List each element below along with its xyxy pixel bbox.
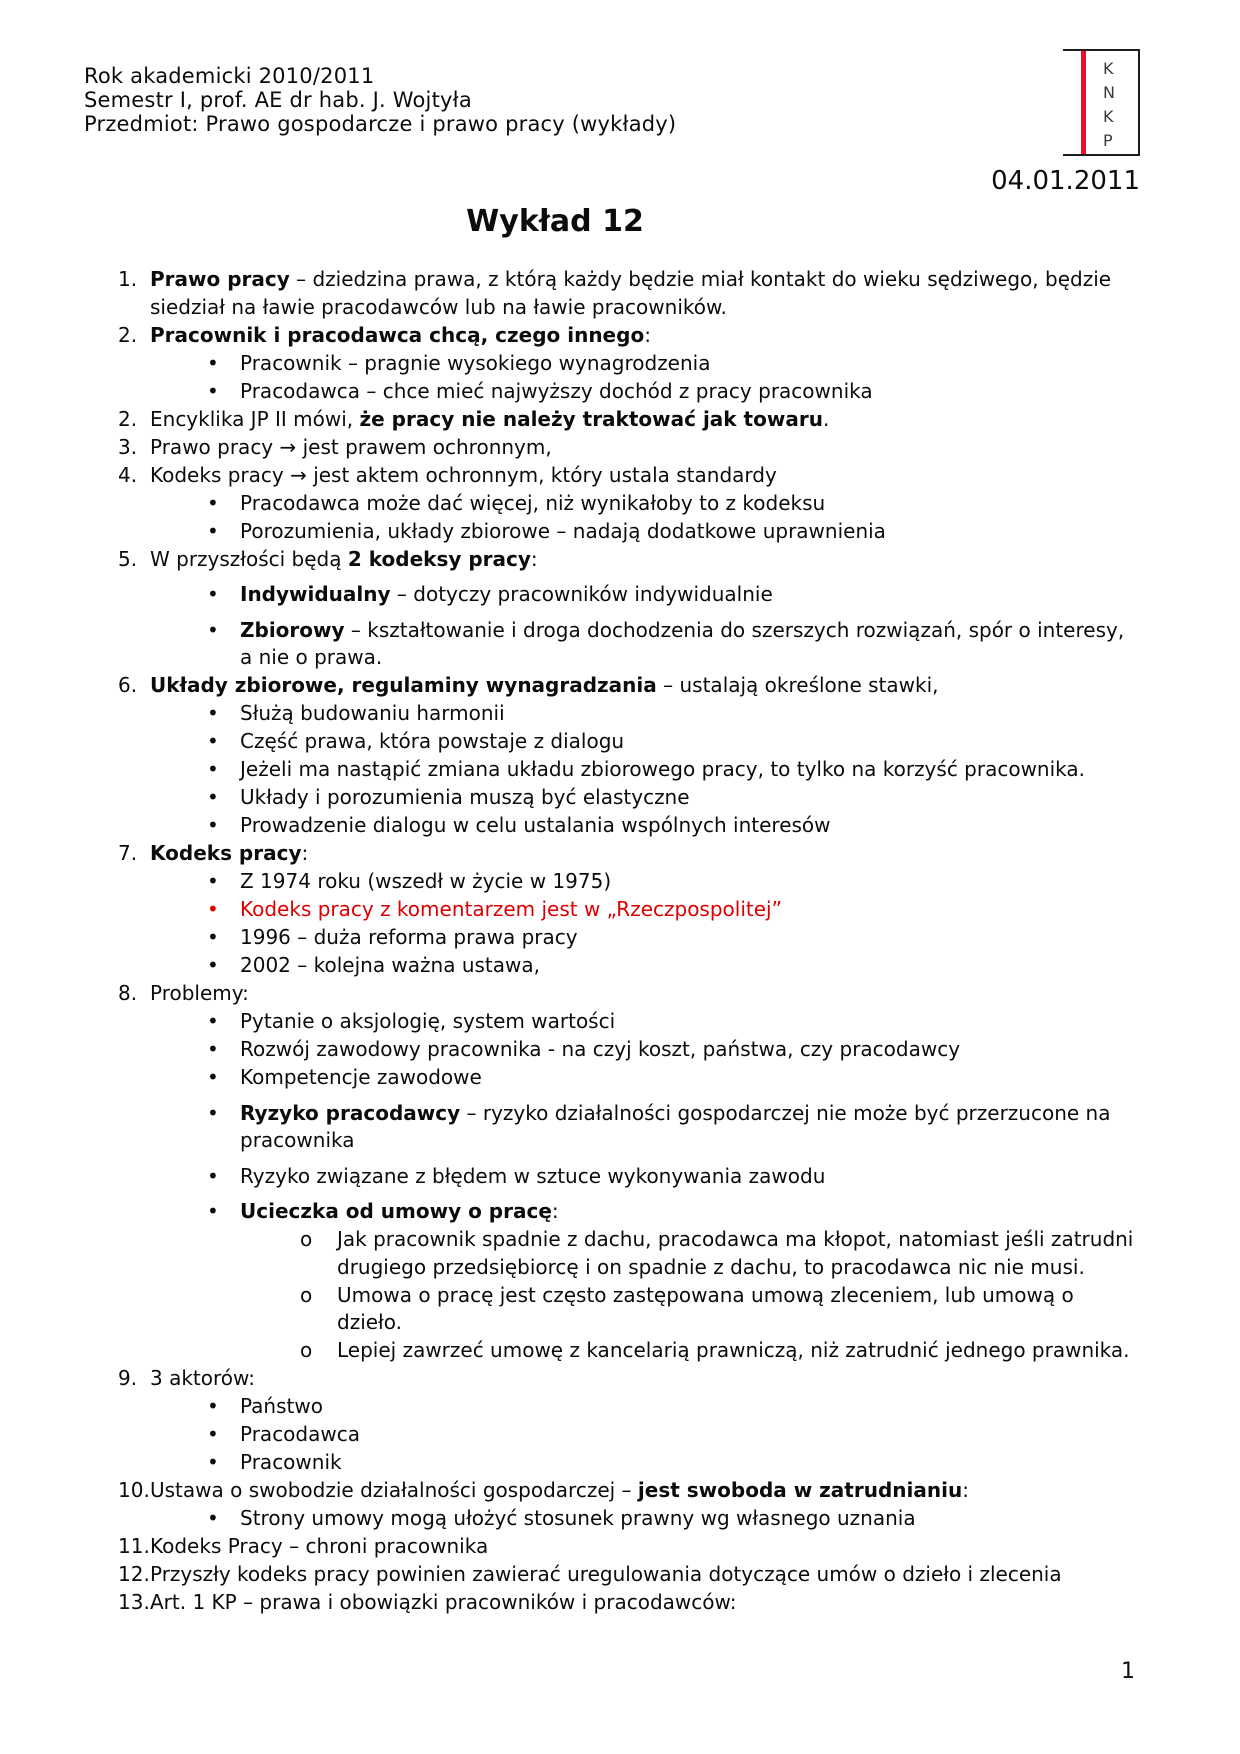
header-academic-year: Rok akademicki 2010/2011 bbox=[84, 64, 375, 88]
text-segment: Kodeks Pracy – chroni pracownika bbox=[150, 1534, 489, 1558]
text-segment: – ustalają określone stawki, bbox=[656, 673, 939, 697]
text-segment: Przyszły kodeks pracy powinien zawierać uregulowania dotyczące umów o dzieło i zlecenia bbox=[150, 1562, 1062, 1586]
text-segment: 3 aktorów: bbox=[150, 1366, 256, 1390]
bullet-text bbox=[240, 350, 1140, 378]
list-item-number: 13. bbox=[118, 1590, 150, 1614]
text-segment: Układy i porozumienia muszą być elastyczne bbox=[240, 785, 690, 809]
list-item-text bbox=[150, 434, 1140, 462]
list-item-text bbox=[150, 1561, 1140, 1589]
bullet-item bbox=[84, 581, 1140, 609]
bullet-item bbox=[84, 1100, 1140, 1155]
bullet-item bbox=[84, 924, 1140, 952]
bullet-item bbox=[84, 350, 1140, 378]
bullet-item bbox=[84, 378, 1140, 406]
bullet-text bbox=[240, 518, 1140, 546]
bullet-icon: • bbox=[207, 785, 219, 809]
document-header bbox=[84, 59, 1140, 150]
bullet-text bbox=[240, 490, 1140, 518]
list-item-text bbox=[150, 266, 1140, 321]
list-item-text bbox=[150, 672, 1140, 700]
text-segment: Problemy: bbox=[150, 981, 249, 1005]
bullet-icon: • bbox=[207, 1100, 219, 1125]
text-segment: . bbox=[822, 406, 830, 431]
text-segment: Kodeks pracy bbox=[150, 841, 302, 865]
text-segment: Art. 1 KP – prawa i obowiązki pracowników i pracodawców: bbox=[150, 1590, 737, 1614]
text-segment: : bbox=[644, 322, 651, 347]
sub-bullet-text bbox=[337, 1337, 1140, 1365]
sub-bullet-item bbox=[84, 1337, 1140, 1365]
bullet-icon: • bbox=[207, 757, 219, 781]
text-segment: Pracownik i pracodawca chcą, czego innego bbox=[150, 322, 645, 347]
bullet-text bbox=[240, 1064, 1140, 1092]
text-segment: 1996 – duża reforma prawa pracy bbox=[240, 925, 578, 949]
bullet-icon: • bbox=[207, 350, 219, 375]
bullet-item bbox=[84, 1036, 1140, 1064]
text-segment: Ryzyko pracodawcy bbox=[240, 1100, 461, 1125]
logo-letter: K bbox=[1103, 107, 1114, 126]
sub-bullet-item bbox=[84, 1282, 1140, 1337]
bullet-text bbox=[240, 700, 1140, 728]
bullet-text bbox=[240, 581, 1140, 609]
list-item bbox=[84, 980, 1140, 1008]
list-item bbox=[84, 840, 1140, 868]
text-segment: Prawo pracy → jest prawem ochronnym, bbox=[150, 434, 552, 459]
header-text-block bbox=[84, 64, 1140, 136]
text-segment: Pracodawca może dać więcej, niż wynikałoby to z kodeksu bbox=[240, 490, 826, 515]
bullet-item bbox=[84, 756, 1140, 784]
list-item-text bbox=[150, 1477, 1140, 1505]
text-segment: Ucieczka od umowy o pracę bbox=[240, 1199, 552, 1223]
list-item-number: 12. bbox=[118, 1562, 150, 1586]
bullet-text bbox=[240, 896, 1140, 924]
text-segment: Kodeks pracy → jest aktem ochronnym, który ustala standardy bbox=[150, 462, 777, 487]
list-item bbox=[84, 672, 1140, 700]
text-segment: 2 kodeksy pracy bbox=[347, 546, 531, 571]
bullet-icon: • bbox=[207, 925, 219, 949]
text-segment: Zbiorowy bbox=[240, 617, 345, 642]
list-item-text bbox=[150, 980, 1140, 1008]
text-segment: jest swoboda w zatrudnianiu bbox=[637, 1478, 963, 1502]
document-date: 04.01.2011 bbox=[991, 166, 1140, 196]
text-segment: Ustawa o swobodzie działalności gospodarczej – bbox=[150, 1478, 638, 1502]
bullet-icon: • bbox=[207, 1394, 219, 1418]
text-segment: – dotyczy pracowników indywidualnie bbox=[390, 582, 773, 606]
bullet-item bbox=[84, 1393, 1140, 1421]
lecture-notes-list bbox=[84, 266, 1140, 1617]
text-segment: Pracownik – pragnie wysokiego wynagrodzenia bbox=[240, 350, 711, 375]
bullet-text bbox=[240, 924, 1140, 952]
text-segment: W przyszłości będą bbox=[150, 546, 348, 571]
list-item-number: 6. bbox=[118, 673, 138, 697]
header-semester-professor: Semestr I, prof. AE dr hab. J. Wojtyła bbox=[84, 88, 472, 112]
bullet-item bbox=[84, 868, 1140, 896]
text-segment: Służą budowaniu harmonii bbox=[240, 701, 505, 725]
text-segment: Prawo pracy bbox=[150, 267, 290, 291]
list-item-number: 4. bbox=[118, 462, 138, 487]
list-item-text bbox=[150, 1533, 1140, 1561]
text-segment: Umowa o pracę jest często zastępowana umową zleceniem, lub umową o dzieło. bbox=[337, 1282, 1074, 1334]
bullet-text bbox=[240, 812, 1140, 840]
text-segment: Indywidualny bbox=[240, 582, 391, 606]
bullet-icon: • bbox=[207, 813, 219, 837]
list-item-number: 11. bbox=[118, 1534, 150, 1558]
circle-bullet-icon: o bbox=[300, 1338, 313, 1362]
list-item bbox=[84, 546, 1140, 574]
list-item bbox=[84, 266, 1140, 321]
text-segment: Kompetencje zawodowe bbox=[240, 1065, 482, 1089]
bullet-item bbox=[84, 490, 1140, 518]
list-item-number: 9. bbox=[118, 1366, 138, 1390]
bullet-text bbox=[240, 1393, 1140, 1421]
text-segment: Lepiej zawrzeć umowę z kancelarią prawniczą, niż zatrudnić jednego prawnika. bbox=[337, 1338, 1130, 1362]
list-item-text bbox=[150, 1365, 1140, 1393]
bullet-icon: • bbox=[207, 1422, 219, 1446]
bullet-item bbox=[84, 784, 1140, 812]
bullet-item bbox=[84, 700, 1140, 728]
bullet-text bbox=[240, 728, 1140, 756]
text-segment: Pracodawca bbox=[240, 1422, 360, 1446]
logo-letter: K bbox=[1103, 59, 1114, 78]
list-item-number: 2. bbox=[118, 322, 138, 347]
bullet-text bbox=[240, 1100, 1140, 1155]
text-segment: Ryzyko związane z błędem w sztuce wykonywania zawodu bbox=[240, 1163, 826, 1188]
logo-letters bbox=[1063, 51, 1138, 153]
text-segment: Z 1974 roku (wszedł w życie w 1975) bbox=[240, 869, 612, 893]
bullet-icon: • bbox=[207, 897, 219, 921]
bullet-item bbox=[84, 952, 1140, 980]
list-item-text bbox=[150, 406, 1140, 434]
text-segment: – ryzyko działalności gospodarczej nie może być przerzucone na pracownika bbox=[240, 1100, 1111, 1152]
bullet-icon: • bbox=[207, 729, 219, 753]
text-segment: Kodeks pracy z komentarzem jest w „Rzeczpospolitej” bbox=[240, 897, 782, 921]
text-segment: – kształtowanie i droga dochodzenia do szerszych rozwiązań, spór o interesy, a nie o prawa. bbox=[240, 617, 1125, 669]
logo-letter: P bbox=[1103, 131, 1113, 150]
text-segment: Strony umowy mogą ułożyć stosunek prawny wg własnego uznania bbox=[240, 1506, 916, 1530]
list-item-number: 7. bbox=[118, 841, 138, 865]
bullet-text bbox=[240, 1163, 1140, 1191]
list-item-number: 5. bbox=[118, 546, 138, 571]
header-subject: Przedmiot: Prawo gospodarcze i prawo pracy (wykłady) bbox=[84, 112, 677, 136]
bullet-item bbox=[84, 1421, 1140, 1449]
bullet-text bbox=[240, 952, 1140, 980]
text-segment: Rozwój zawodowy pracownika - na czyj koszt, państwa, czy pracodawcy bbox=[240, 1037, 961, 1061]
bullet-icon: • bbox=[207, 869, 219, 893]
bullet-icon: • bbox=[207, 582, 219, 606]
bullet-icon: • bbox=[207, 1037, 219, 1061]
text-segment: : bbox=[962, 1478, 969, 1502]
bullet-text bbox=[240, 868, 1140, 896]
logo-red-line bbox=[1081, 51, 1086, 154]
text-segment: Część prawa, która powstaje z dialogu bbox=[240, 729, 625, 753]
list-item bbox=[84, 1561, 1140, 1589]
knkp-logo bbox=[1063, 49, 1140, 156]
text-segment: Jak pracownik spadnie z dachu, pracodawca ma kłopot, natomiast jeśli zatrudni drugiego przedsiębiorcę i on spadnie z dachu, to pracodawca nic nie musi. bbox=[337, 1227, 1134, 1279]
bullet-text bbox=[240, 617, 1140, 672]
list-item-number: 1. bbox=[118, 267, 138, 291]
text-segment: : bbox=[301, 841, 309, 865]
bullet-text bbox=[240, 756, 1140, 784]
text-segment: Prowadzenie dialogu w celu ustalania wspólnych interesów bbox=[240, 813, 831, 837]
bullet-text bbox=[240, 1449, 1140, 1477]
sub-bullet-item bbox=[84, 1226, 1140, 1281]
bullet-text bbox=[240, 1008, 1140, 1036]
bullet-text bbox=[240, 1421, 1140, 1449]
bullet-item bbox=[84, 896, 1140, 924]
list-item bbox=[84, 1533, 1140, 1561]
list-item-text bbox=[150, 546, 1140, 574]
list-item-text bbox=[150, 462, 1140, 490]
list-item bbox=[84, 1589, 1140, 1617]
bullet-icon: • bbox=[207, 1506, 219, 1530]
text-segment: Pracodawca – chce mieć najwyższy dochód z pracy pracownika bbox=[240, 378, 873, 403]
bullet-icon: • bbox=[207, 1450, 219, 1474]
list-item bbox=[84, 462, 1140, 490]
sub-bullet-text bbox=[337, 1282, 1140, 1337]
bullet-item bbox=[84, 1008, 1140, 1036]
bullet-icon: • bbox=[207, 953, 219, 977]
bullet-text bbox=[240, 1198, 1140, 1226]
bullet-icon: • bbox=[207, 1065, 219, 1089]
bullet-icon: • bbox=[207, 1199, 219, 1223]
text-segment: Układy zbiorowe, regulaminy wynagradzania bbox=[150, 673, 657, 697]
bullet-item bbox=[84, 728, 1140, 756]
logo-letter: N bbox=[1103, 83, 1115, 102]
bullet-text bbox=[240, 784, 1140, 812]
sub-bullet-text bbox=[337, 1226, 1140, 1281]
text-segment: że pracy nie należy traktować jak towaru bbox=[359, 406, 823, 431]
text-segment: Jeżeli ma nastąpić zmiana układu zbiorowego pracy, to tylko na korzyść pracownika. bbox=[240, 757, 1086, 781]
list-item-number: 3. bbox=[118, 434, 138, 459]
text-segment: – dziedzina prawa, z którą każdy będzie miał kontakt do wieku sędziwego, będzie siedział na ławie pracodawców lub na ławie pracowników. bbox=[150, 267, 1112, 319]
bullet-icon: • bbox=[207, 490, 219, 515]
list-item bbox=[84, 1477, 1140, 1505]
text-segment: Państwo bbox=[240, 1394, 323, 1418]
bullet-icon: • bbox=[207, 378, 219, 403]
bullet-text bbox=[240, 378, 1140, 406]
bullet-item bbox=[84, 1064, 1140, 1092]
text-segment: : bbox=[551, 1199, 559, 1223]
bullet-item bbox=[84, 1449, 1140, 1477]
list-item-number: 8. bbox=[118, 981, 138, 1005]
bullet-item bbox=[84, 518, 1140, 546]
text-segment: 2002 – kolejna ważna ustawa, bbox=[240, 953, 540, 977]
page-number: 1 bbox=[1121, 1659, 1135, 1684]
list-item-text bbox=[150, 1589, 1140, 1617]
bullet-item bbox=[84, 1163, 1140, 1191]
list-item bbox=[84, 322, 1140, 350]
bullet-icon: • bbox=[207, 617, 219, 642]
text-segment: : bbox=[530, 546, 538, 571]
list-item bbox=[84, 1365, 1140, 1393]
list-item-number: 2. bbox=[118, 406, 138, 431]
list-item-number: 10. bbox=[118, 1478, 150, 1502]
list-item-text bbox=[150, 840, 1140, 868]
bullet-item bbox=[84, 617, 1140, 672]
page-title: Wykład 12 bbox=[466, 204, 644, 239]
bullet-icon: • bbox=[207, 518, 219, 543]
circle-bullet-icon: o bbox=[300, 1227, 313, 1251]
bullet-icon: • bbox=[207, 1009, 219, 1033]
bullet-text bbox=[240, 1505, 1140, 1533]
bullet-item bbox=[84, 1198, 1140, 1226]
bullet-item bbox=[84, 1505, 1140, 1533]
bullet-icon: • bbox=[207, 1163, 219, 1188]
text-segment: Encyklika JP II mówi, bbox=[150, 406, 360, 431]
list-item-text bbox=[150, 322, 1140, 350]
text-segment: Porozumienia, układy zbiorowe – nadają dodatkowe uprawnienia bbox=[240, 518, 886, 543]
bullet-icon: • bbox=[207, 701, 219, 725]
circle-bullet-icon: o bbox=[300, 1282, 313, 1307]
list-item bbox=[84, 406, 1140, 434]
bullet-item bbox=[84, 812, 1140, 840]
text-segment: Pracownik bbox=[240, 1450, 342, 1474]
list-item bbox=[84, 434, 1140, 462]
bullet-text bbox=[240, 1036, 1140, 1064]
text-segment: Pytanie o aksjologię, system wartości bbox=[240, 1009, 616, 1033]
